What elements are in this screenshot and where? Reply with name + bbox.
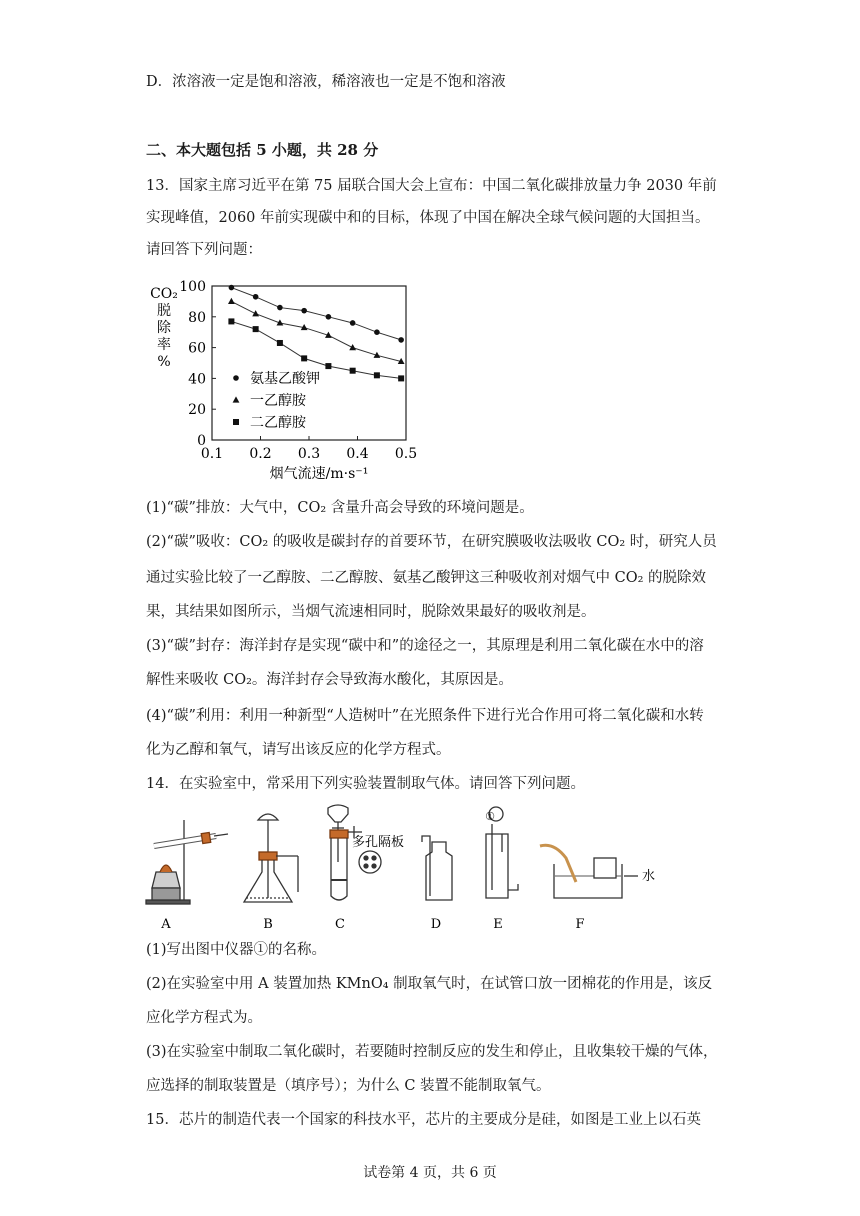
q13-part4-b: 化为乙醇和氧气，请写出该反应的化学方程式。: [146, 742, 451, 758]
plot-frame: [212, 286, 406, 440]
y-axis-label: CO₂: [150, 286, 178, 302]
apparatus-c: [328, 805, 381, 900]
data-point-triangle: [228, 298, 235, 304]
q13-part3-b: 解性来吸收 CO₂。海洋封存会导致海水酸化，其原因是。: [146, 672, 513, 688]
q13-part3-a: (3)“碳”封存：海洋封存是实现“碳中和”的途径之一，其原理是利用二氧化碳在水中的溶: [146, 638, 704, 654]
y-tick-label: 0: [197, 433, 206, 449]
label-c: C: [335, 917, 345, 932]
data-point-square: [253, 326, 259, 332]
section-heading: 二、本大题包括 5 小题，共 28 分: [146, 141, 379, 159]
apparatus-d: [422, 836, 452, 900]
legend-marker-triangle: [233, 396, 240, 402]
label-b: B: [263, 917, 273, 932]
q13-part2-a: (2)“碳”吸收：CO₂ 的吸收是碳封存的首要环节，在研究膜吸收法吸收 CO₂ 时，研究人员: [146, 534, 717, 550]
q13-part1: (1)“碳”排放：大气中，CO₂ 含量升高会导致的环境问题是。: [146, 500, 534, 516]
x-axis-label: 烟气流速/m·s⁻¹: [269, 466, 369, 482]
q13-part4-a: (4)“碳”利用：利用一种新型“人造树叶”在光照条件下进行光合作用可将二氧化碳和水转: [146, 708, 704, 724]
y-axis-label: %: [157, 354, 171, 370]
legend-marker-square: [233, 419, 239, 425]
legend-label: 一乙醇胺: [250, 393, 306, 409]
label-d: D: [430, 917, 442, 932]
apparatus-a: [146, 820, 228, 904]
q13-part2-b: 通过实验比较了一乙醇胺、二乙醇胺、氨基乙酸钾这三种吸收剂对烟气中 CO₂ 的脱除效: [146, 570, 707, 586]
apparatus-b: [244, 814, 298, 902]
legend-marker-circle: [233, 375, 239, 381]
y-tick-label: 40: [188, 371, 206, 388]
label-f: F: [575, 917, 585, 932]
y-tick-label: 60: [188, 340, 206, 357]
data-point-square: [301, 355, 307, 361]
y-tick-label: 100: [179, 279, 206, 295]
water-label: 水: [642, 869, 656, 884]
q13-stem-1: 13．国家主席习近平在第 75 届联合国大会上宣布：中国二氧化碳排放量力争 2030 年前: [146, 178, 717, 194]
data-point-circle: [229, 285, 235, 291]
perforated-plate-label: 多孔隔板: [352, 835, 405, 850]
data-point-square: [398, 375, 404, 381]
data-point-circle: [277, 305, 283, 311]
data-point-circle: [374, 329, 380, 335]
data-point-square: [228, 318, 234, 324]
data-point-circle: [301, 308, 307, 314]
instrument-one-label: ①: [485, 810, 495, 823]
y-tick-label: 20: [188, 402, 206, 419]
data-point-square: [277, 340, 283, 346]
q14-part2-b: 应化学方程式为。: [146, 1010, 262, 1026]
data-point-circle: [398, 337, 404, 343]
data-point-circle: [253, 294, 259, 300]
data-point-square: [325, 363, 331, 369]
apparatus-figure: [140, 802, 660, 934]
q13-stem-2: 实现峰值，2060 年前实现碳中和的目标，体现了中国在解决全球气候问题的大国担当。: [146, 210, 710, 226]
data-point-square: [374, 372, 380, 378]
q14-part1: (1)写出图中仪器①的名称。: [146, 942, 327, 958]
data-point-circle: [326, 314, 332, 320]
q14-part2-a: (2)在实验室中用 A 装置加热 KMnO₄ 制取氧气时，在试管口放一团棉花的作用是，该反: [146, 976, 713, 992]
data-point-triangle: [252, 310, 259, 316]
q14-part3-b: 应选择的制取装置是（填序号）；为什么 C 装置不能制取氧气。: [146, 1078, 551, 1094]
q15-stem: 15．芯片的制造代表一个国家的科技水平，芯片的主要成分是硅，如图是工业上以石英: [146, 1112, 701, 1128]
y-axis-label: 率: [157, 337, 171, 353]
legend-label: 二乙醇胺: [250, 415, 306, 431]
option-d: D．浓溶液一定是饱和溶液，稀溶液也一定是不饱和溶液: [146, 74, 506, 90]
q13-part2-c: 果，其结果如图所示，当烟气流速相同时，脱除效果最好的吸收剂是。: [146, 604, 596, 620]
y-tick-label: 80: [188, 309, 206, 326]
q13-stem-3: 请回答下列问题：: [146, 242, 262, 258]
q14-stem: 14．在实验室中，常采用下列实验装置制取气体。请回答下列问题。: [146, 776, 585, 792]
y-axis-label: 除: [157, 320, 171, 336]
legend-label: 氨基乙酸钾: [250, 371, 320, 387]
co2-removal-chart: [140, 276, 440, 486]
y-axis-label: 脱: [157, 303, 171, 319]
x-tick-label: 0.1: [200, 446, 224, 462]
data-point-triangle: [349, 344, 356, 350]
page-footer: 试卷第 4 页，共 6 页: [363, 1165, 497, 1181]
x-tick-label: 0.5: [394, 446, 418, 462]
x-tick-label: 0.2: [249, 446, 272, 462]
label-a: A: [161, 917, 171, 932]
x-tick-label: 0.3: [297, 446, 321, 462]
apparatus-f: [540, 845, 638, 898]
data-point-square: [350, 368, 356, 374]
label-e: E: [493, 917, 503, 932]
data-point-circle: [350, 320, 356, 326]
x-tick-label: 0.4: [346, 446, 369, 462]
q14-part3-a: (3)在实验室中制取二氧化碳时，若要随时控制反应的发生和停止，且收集较干燥的气体，: [146, 1044, 718, 1060]
